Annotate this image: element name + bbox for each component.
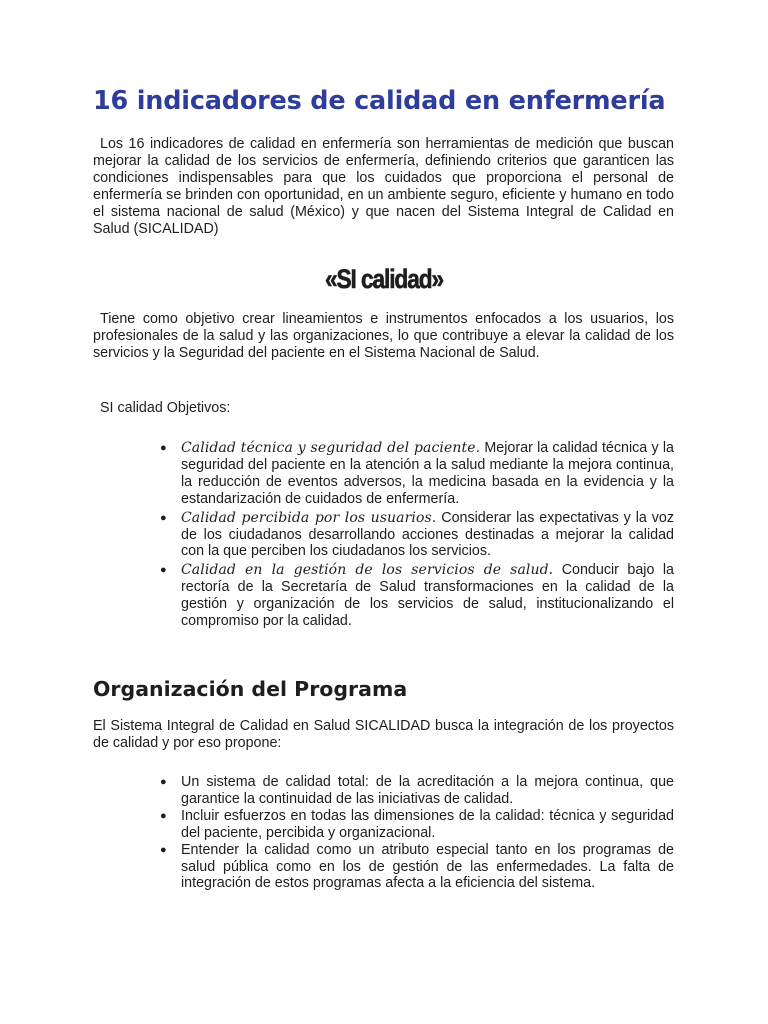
bullet-icon: ● [160, 776, 167, 788]
objective-title: Calidad percibida por los usuarios. [181, 509, 437, 526]
objective-title: Calidad técnica y seguridad del paciente. [181, 440, 481, 456]
list-item [160, 509, 675, 561]
objectives-list [160, 440, 675, 630]
intro-paragraph: Los 16 indicadores de calidad en enfermería son herramientas de medición que buscan mejorar la calidad de los servicios de enfermería, definiendo criterios que garanticen las condiciones indispensables para que los cuidados que proporciona el personal de enfermería se brinden con oportunidad, en un ambiente seguro, eficiente y humano en todo el sistema nacional de salud (México) y que nacen del Sistema Integral de Calidad en Salud (SICALIDAD) [93, 136, 674, 237]
bullet-icon: ● [160, 843, 167, 856]
section-paragraph: El Sistema Integral de Calidad en Salud SICALIDAD busca la integración de los proyectos de calidad y por eso propone: [93, 718, 674, 751]
bullet-icon: ● [160, 564, 167, 577]
objective-text: Conducir bajo la rectoría de la Secretaría de Salud transformaciones en la calidad de la gestión y organización de los servicios de salud, institucionalizando el compromiso por la calidad. [181, 562, 674, 630]
proposals-list [160, 774, 674, 892]
list-item [160, 807, 674, 842]
bullet-icon: ● [160, 511, 167, 524]
objectives-label: SI calidad Objetivos: [100, 400, 231, 416]
list-item [160, 440, 674, 508]
si-calidad-paragraph: Tiene como objetivo crear lineamientos e instrumentos enfocados a los usuarios, los profesionales de la salud y las organizaciones, lo que contribuye a elevar la calidad de los servicios y la Seguridad del paciente en el Sistema Nacional de Salud. [93, 311, 674, 361]
section-heading: Organización del Programa [93, 677, 408, 701]
list-item [160, 562, 674, 630]
objective-text: Considerar las expectativas y la voz de los ciudadanos desarrollando acciones destinadas a mejorar la calidad con la que perciben los ciudadanos los servicios. [181, 509, 675, 560]
proposal-text: Entender la calidad como un atributo especial tanto en los programas de salud pública como en los de gestión de las enfermedades. La falta de integración de estos programas afecta a la eficiencia del sistema. [181, 841, 674, 892]
list-item [160, 841, 674, 893]
objective-title: Calidad en la gestión de los servicios de salud. [181, 562, 554, 579]
proposal-text: Incluir esfuerzos en todas las dimensiones de la calidad: técnica y seguridad del paciente, percibida y organizacional. [181, 807, 674, 841]
bullet-icon: ● [160, 809, 167, 822]
objective-text: Mejorar la calidad técnica y la seguridad del paciente en la atención a la salud mediante la mejora continua, la reducción de eventos adversos, la medicina basada en la evidencia y la estandarización de cuidados de enfermería. [181, 440, 674, 507]
list-item [160, 774, 674, 808]
si-calidad-title: «SI calidad» [324, 264, 443, 294]
bullet-icon: ● [160, 442, 167, 454]
page-title: 16 indicadores de calidad en enfermería [93, 86, 666, 116]
proposal-text: Un sistema de calidad total: de la acreditación a la mejora continua, que garantice la continuidad de las iniciativas de calidad. [181, 774, 674, 807]
